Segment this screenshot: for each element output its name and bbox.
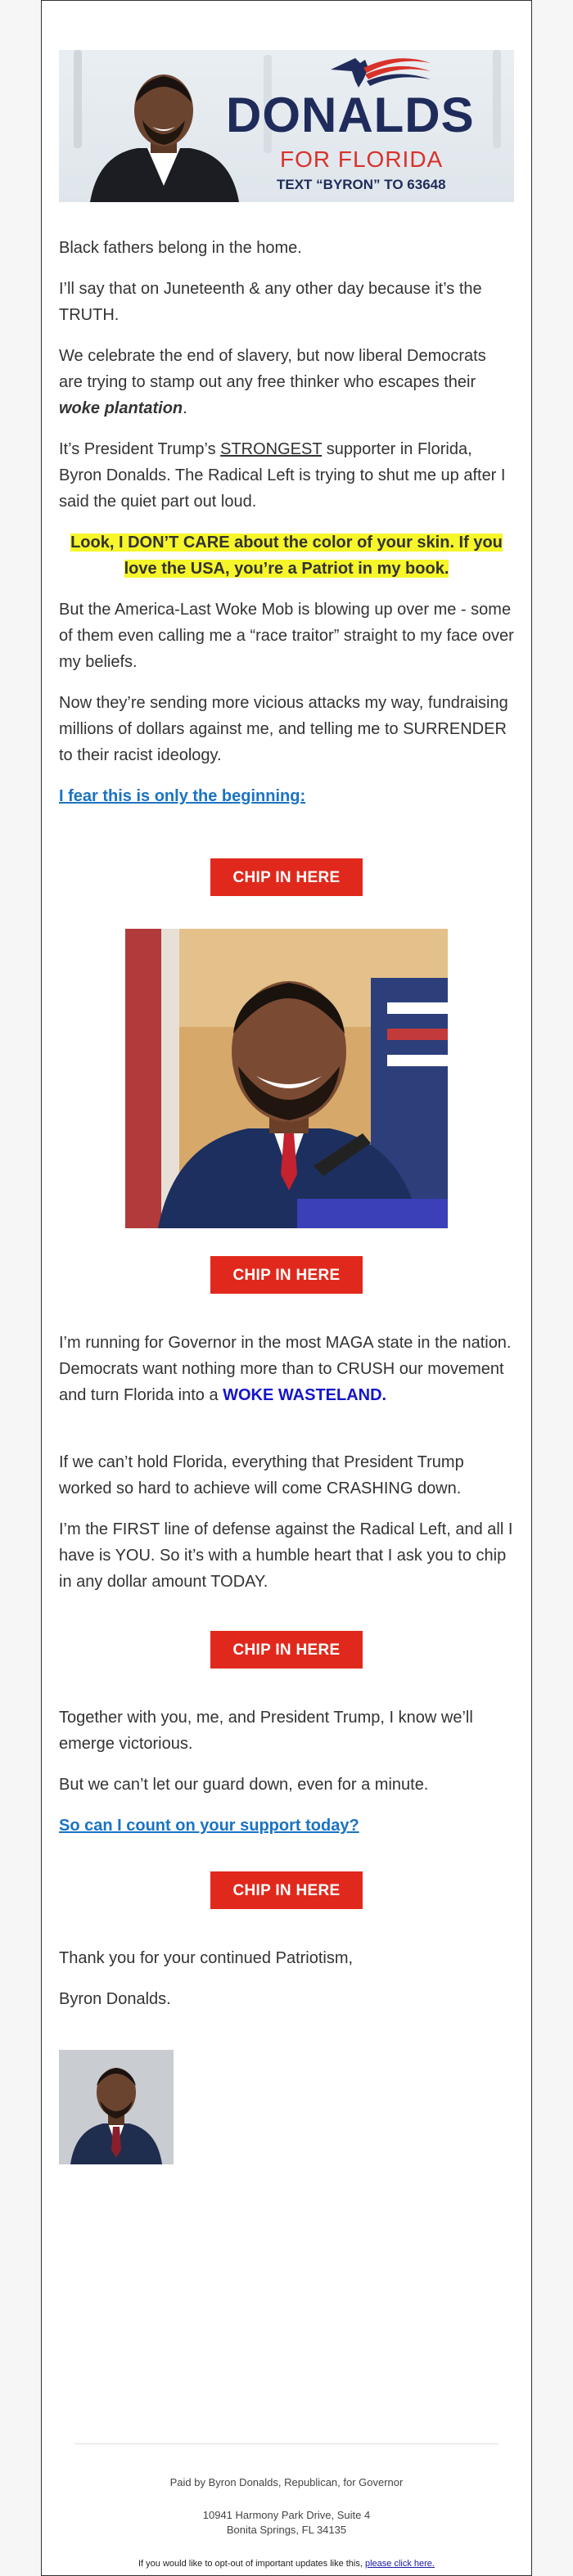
paragraph-victorious: Together with you, me, and President Trump, I know we’ll emerge victorious.: [59, 1709, 473, 1753]
fear-beginning-link[interactable]: I fear this is only the beginning:: [59, 787, 306, 805]
paragraph-governor-text: I’m running for Governor in the most MAGA state in the nation. Democrats want nothing more than to CRUSH our movement and turn Florida into a: [59, 1334, 512, 1404]
chip-in-button-3[interactable]: CHIP IN HERE: [210, 1631, 363, 1669]
paragraph-slavery-text: We celebrate the end of slavery, but now liberal Democrats are trying to stamp out any free thinker who escapes their: [59, 347, 486, 391]
closing-line: Thank you for your continued Patriotism,: [59, 1949, 354, 1967]
address-line-2: Bonita Springs, FL 34135: [226, 2524, 347, 2536]
email-frame: [41, 0, 532, 2576]
candidate-photo-hero: [125, 929, 448, 1228]
strongest-underlined: STRONGEST: [220, 440, 323, 458]
banner-name: DONALDS: [226, 88, 475, 142]
banner-subtitle: FOR FLORIDA: [280, 146, 444, 172]
paragraph-governor: [59, 1330, 514, 1408]
paragraph-woke-mob: But the America-Last Woke Mob is blowing up over me - some of them even calling me a “race traitor” straight to my face over my beliefs.: [59, 601, 514, 671]
chip-in-button-4[interactable]: CHIP IN HERE: [210, 1871, 363, 1909]
highlighted-statement: [59, 529, 514, 582]
paragraph-attacks: Now they’re sending more vicious attacks my way, fundraising millions of dollars against me, and telling me to SURRENDER to their racist ideology.: [59, 694, 508, 764]
paragraph-hold-florida: If we can’t hold Florida, everything that President Trump worked so hard to achieve will come CRASHING down.: [59, 1453, 464, 1497]
optout-text: If you would like to opt-out of important updates like this,: [138, 2559, 365, 2569]
paid-for-disclaimer: Paid by Byron Donalds, Republican, for Governor: [169, 2476, 404, 2488]
paragraph-slavery: [59, 343, 514, 421]
signature-name: Byron Donalds.: [59, 1990, 171, 2008]
paragraph-strongest-pre: It’s President Trump’s: [59, 440, 221, 458]
address-line-1: 10941 Harmony Park Drive, Suite 4: [202, 2509, 371, 2521]
highlighted-statement-text: Look, I DON’T CARE about the color of your skin. If you love the USA, you’re a Patriot in my book.: [70, 534, 503, 578]
paragraph-strongest-post: supporter in Florida, Byron Donalds. The Radical Left is trying to shut me up after I said the quiet part out loud.: [59, 440, 506, 511]
banner-sms-callout: TEXT “BYRON” TO 63648: [277, 177, 446, 192]
support-today-link[interactable]: So can I count on your support today?: [59, 1817, 359, 1835]
paragraph-strongest-supporter: [59, 436, 514, 515]
candidate-portrait-banner: [82, 63, 246, 202]
candidate-headshot: [59, 2050, 174, 2164]
chip-in-button-2[interactable]: CHIP IN HERE: [210, 1256, 363, 1294]
optout-notice: [74, 2559, 499, 2569]
optout-link[interactable]: please click here.: [364, 2559, 435, 2569]
email-footer: [74, 2443, 499, 2569]
paragraph-first-line: I’m the FIRST line of defense against the Radical Left, and all I have is YOU. So it’s with a humble heart that I ask you to chip in any dollar amount TODAY.: [59, 1520, 513, 1591]
paragraph-guard-down: But we can’t let our guard down, even for a minute.: [59, 1776, 429, 1794]
campaign-banner: [59, 50, 514, 202]
paragraph-juneteenth: I’ll say that on Juneteenth & any other day because it’s the TRUTH.: [59, 280, 482, 324]
paragraph-slavery-end: .: [183, 399, 187, 417]
paragraph-fathers: Black fathers belong in the home.: [59, 239, 302, 257]
woke-wasteland-emphasis: WOKE WASTELAND.: [223, 1386, 387, 1404]
palm-tree-decoration: [493, 50, 501, 148]
chip-in-button-1[interactable]: CHIP IN HERE: [210, 858, 363, 896]
woke-plantation-emphasis: woke plantation: [59, 399, 183, 417]
palm-tree-decoration: [74, 50, 82, 148]
